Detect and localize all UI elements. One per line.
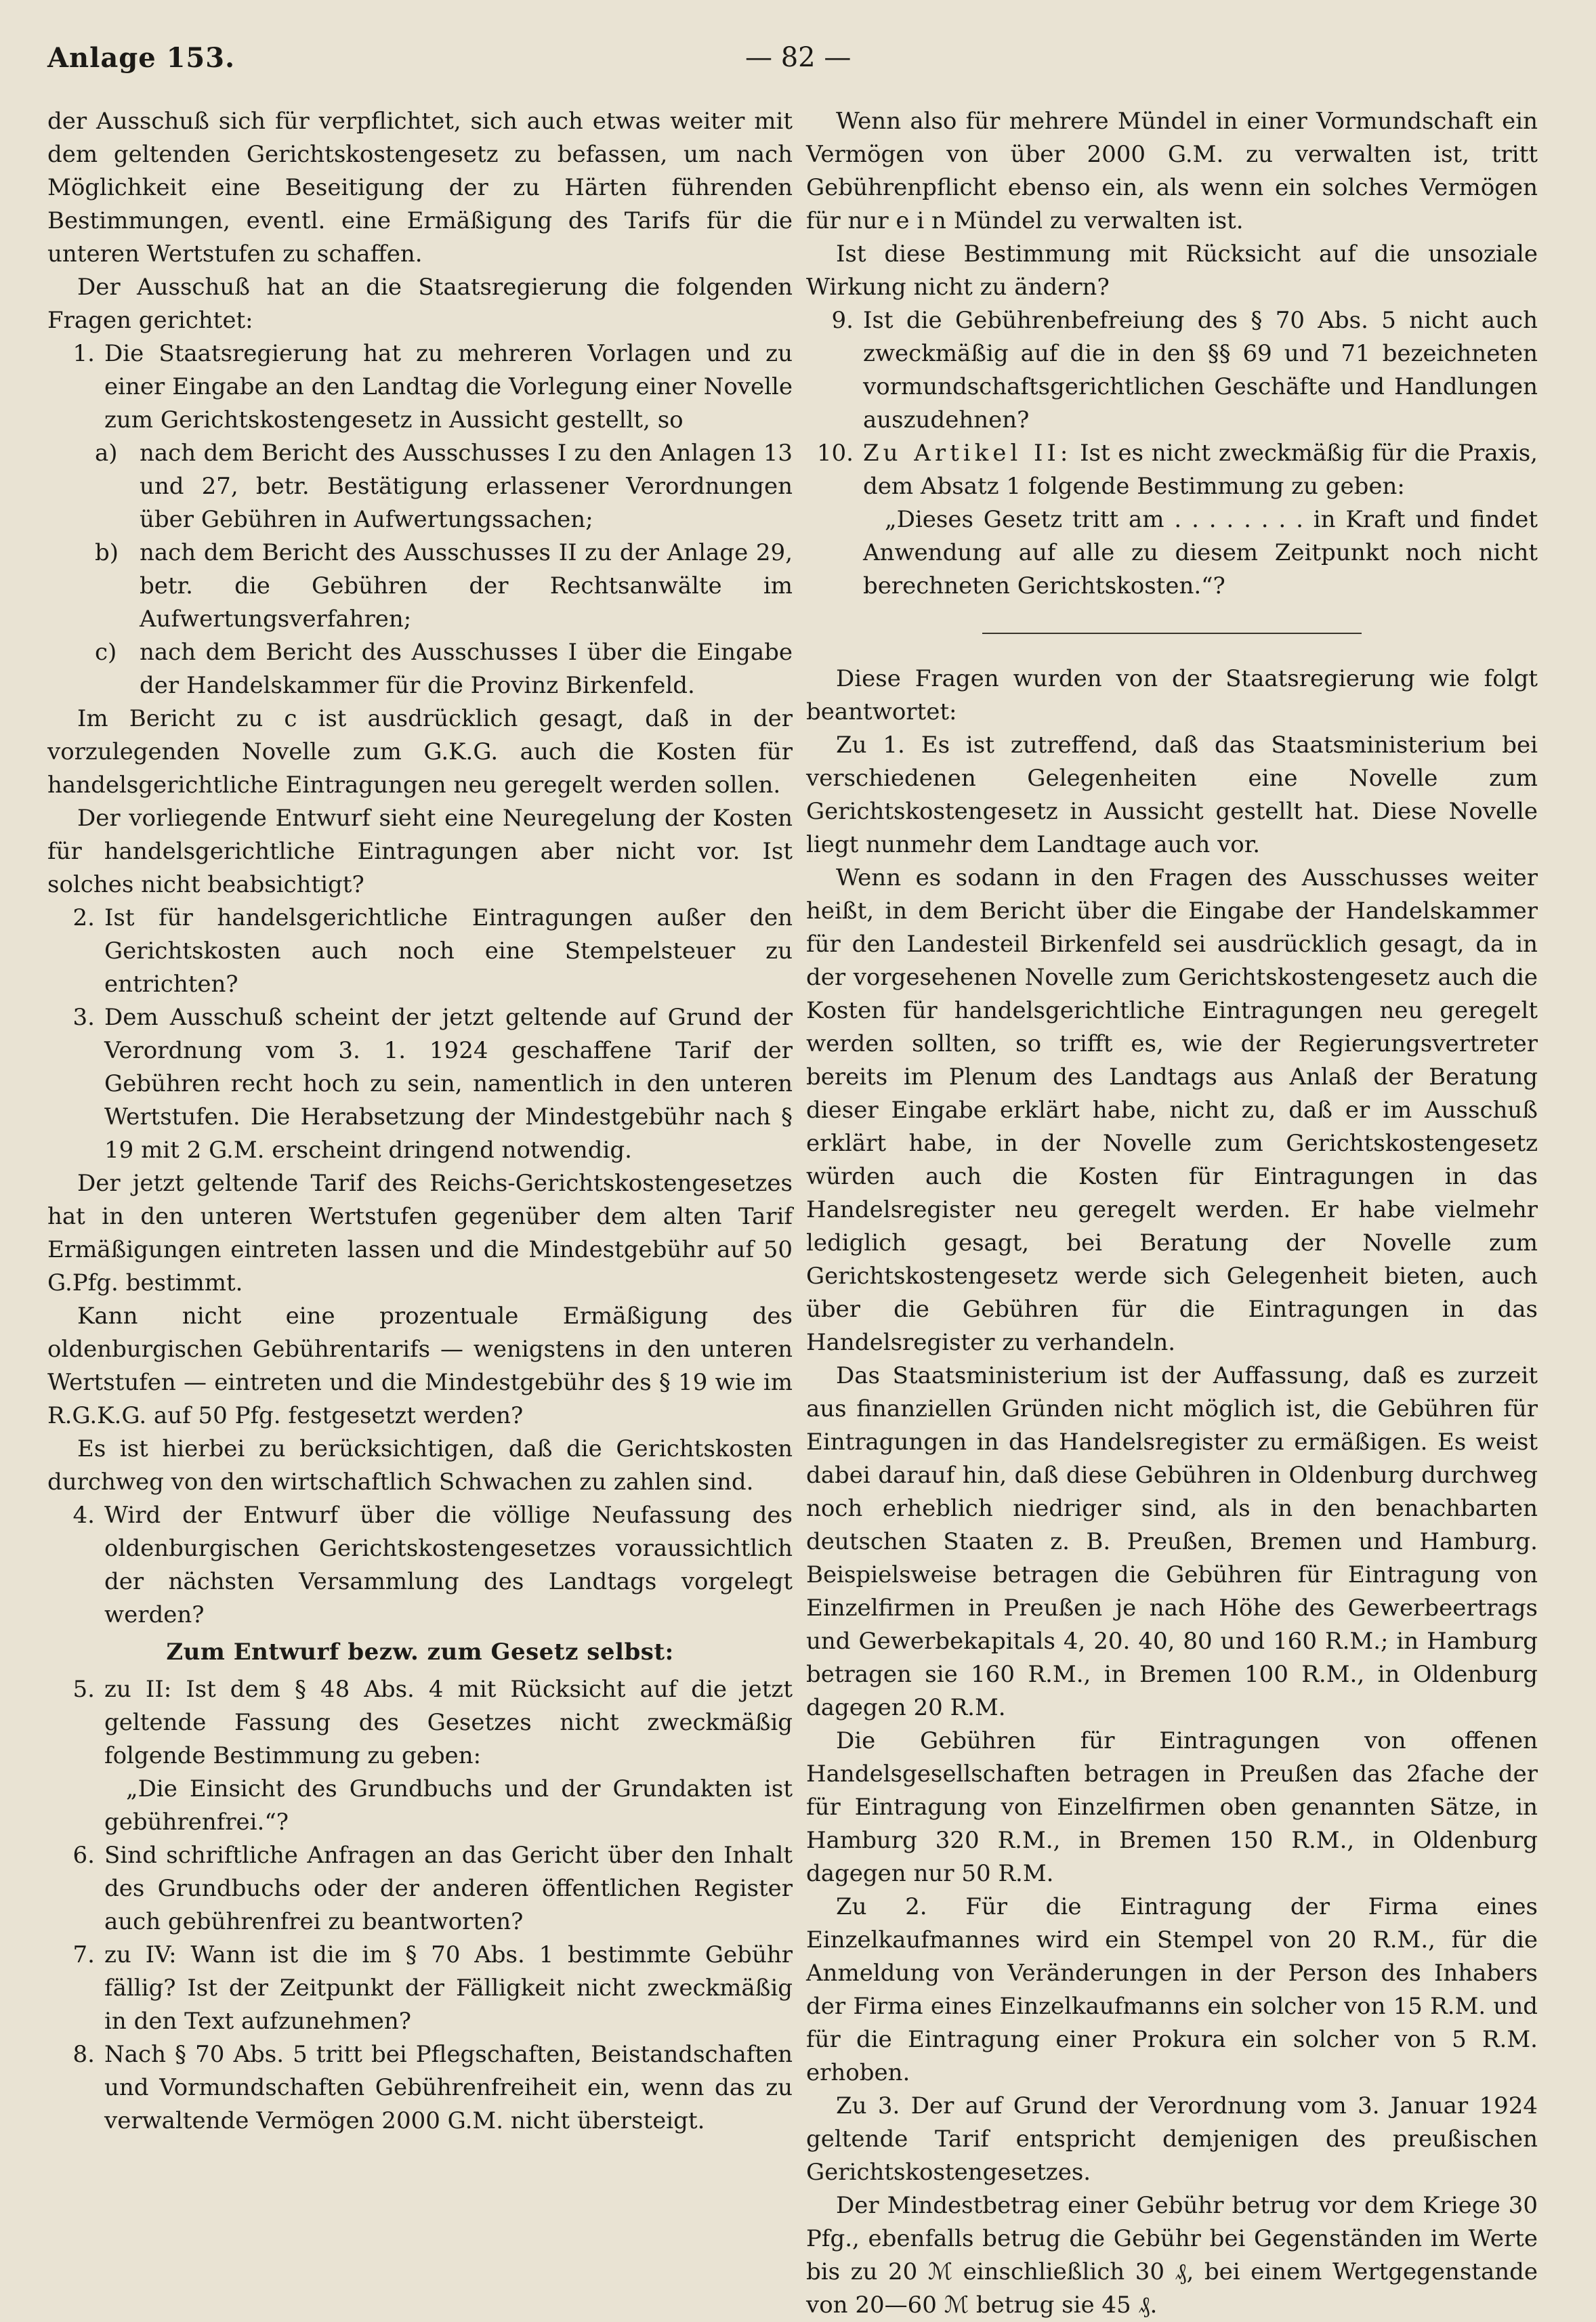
quoted-provision: „Dieses Gesetz tritt am . . . . . . . . in Kraft und findet Anwendung auf alle zu diesem Zeitpunkt noch nicht berechneten Gerichtskosten.“? bbox=[863, 506, 1538, 599]
paragraph: Im Bericht zu c ist ausdrücklich gesagt, daß in der vorzulegenden Novelle zum G.K.G. auch die Kosten für handelsgerichtliche Eintragungen neu geregelt werden sollen. bbox=[47, 705, 793, 799]
sub-item-text: nach dem Bericht des Ausschusses I über die Eingabe der Handelskammer für die Provinz Birkenfeld. bbox=[140, 639, 793, 699]
paragraph: Wenn es sodann in den Fragen des Ausschusses weiter heißt, in dem Bericht über die Eingabe der Handelskammer für den Landesteil Birkenfeld sei ausdrücklich gesagt, da in der vorgesehenen Novelle zum Gerichtskostengesetz auch die Kosten für handelsgerichtliche Eintragungen neu geregelt werden sollten, so trifft es, wie der Regierungsvertreter bereits im Plenum des Landtags aus Anlaß der Beratung dieser Eingabe erklärt habe, nicht zu, daß er im Ausschuß erklärt habe, in der Novelle zum Gerichtskostengesetz würden auch die Kosten für Eintragungen in das Handelsregister neu geregelt werden. Er habe vielmehr lediglich gesagt, bei Beratung der Novelle zum Gerichtskostengesetz werde sich Gelegenheit bieten, auch über die Gebühren für die Eintragungen in das Handelsregister zu verhandeln. bbox=[806, 864, 1538, 1356]
question-body: zu II: Ist dem § 48 Abs. 4 mit Rücksicht auf die jetzt geltende Fassung des Gesetzes nicht zweckmäßig folgende Bestimmung zu geben: bbox=[104, 1676, 793, 1769]
sub-item-label: b) bbox=[95, 539, 119, 566]
question-text: Die Staatsregierung hat zu mehreren Vorlagen und zu einer Eingabe an den Landtag die Vorlegung einer Novelle zum Gerichtskostengesetz in Aussicht gestellt, so bbox=[104, 340, 793, 434]
section-heading: Zum Entwurf bezw. zum Gesetz selbst: bbox=[166, 1639, 674, 1666]
question-number: 10. bbox=[816, 440, 854, 467]
question-7 bbox=[47, 1939, 793, 2038]
question-number: 8. bbox=[72, 2041, 95, 2068]
annex-label: Anlage 153. bbox=[47, 42, 235, 74]
paragraph: Wenn also für mehrere Mündel in einer Vormundschaft ein Vermögen von über 2000 G.M. zu verwalten ist, tritt Gebührenpflicht ebenso ein, als wenn ein solches Vermögen für nur e i n Mündel zu verwalten ist. bbox=[806, 108, 1538, 234]
quoted-provision: „Die Einsicht des Grundbuchs und der Grundakten ist gebührenfrei.“? bbox=[104, 1775, 793, 1836]
paragraph: Diese Fragen wurden von der Staatsregierung wie folgt beantwortet: bbox=[806, 665, 1538, 725]
question-text: Sind schriftliche Anfragen an das Gericht über den Inhalt des Grundbuchs oder der anderen öffentlichen Register auch gebührenfrei zu beantworten? bbox=[104, 1842, 793, 1935]
section-divider bbox=[982, 633, 1362, 634]
answer-2: Zu 2. Für die Eintragung der Firma eines Einzelkaufmannes wird ein Stempel von 20 R.M., für die Anmeldung von Veränderungen in der Person des Inhabers der Firma eines Einzelkaufmanns ein solcher von 15 R.M. und für die Eintragung einer Prokura ein solcher von 5 R.M. erhoben. bbox=[806, 1893, 1538, 2086]
paragraph: Der Ausschuß hat an die Staatsregierung die folgenden Fragen gerichtet: bbox=[47, 274, 793, 334]
question-text: Ist die Gebührenbefreiung des § 70 Abs. 5 nicht auch zweckmäßig auf die in den §§ 69 und 71 bezeichneten vormundschaftsgerichtlichen Geschäfte und Handlungen auszudehnen? bbox=[863, 307, 1538, 434]
paragraph: Es ist hierbei zu berücksichtigen, daß die Gerichtskosten durchweg von den wirtschaftlich Schwachen zu zahlen sind. bbox=[47, 1435, 793, 1496]
answer-3: Zu 3. Der auf Grund der Verordnung vom 3. Januar 1924 geltende Tarif entspricht demjenigen des preußischen Gerichtskostengesetzes. bbox=[806, 2092, 1538, 2186]
question-number: 9. bbox=[831, 307, 854, 334]
question-5 bbox=[47, 1673, 793, 1839]
question-text: zu IV: Wann ist die im § 70 Abs. 1 bestimmte Gebühr fällig? Ist der Zeitpunkt der Fälligkeit nicht zweckmäßig in den Text aufzunehmen? bbox=[104, 1941, 793, 2035]
sub-item-a bbox=[47, 437, 793, 536]
right-column bbox=[806, 105, 1538, 2322]
paragraph: Die Gebühren für Eintragungen von offenen Handelsgesellschaften betragen in Preußen das 2fache der für Eintragung von Einzelfirmen oben genannten Sätze, in Hamburg 320 R.M., in Bremen 150 R.M., in Oldenburg dagegen nur 50 R.M. bbox=[806, 1727, 1538, 1887]
question-9 bbox=[806, 304, 1538, 437]
question-number: 6. bbox=[72, 1842, 95, 1869]
article-reference: Zu Artikel II: bbox=[863, 440, 1072, 467]
sub-item-b bbox=[47, 536, 793, 636]
paragraph: Der jetzt geltende Tarif des Reichs-Gerichtskostengesetzes hat in den unteren Wertstufen gegenüber dem alten Tarif Ermäßigungen eintreten lassen und die Mindestgebühr auf 50 G.Pfg. bestimmt. bbox=[47, 1170, 793, 1296]
question-number: 2. bbox=[72, 904, 95, 931]
answer-1: Zu 1. Es ist zutreffend, daß das Staatsministerium bei verschiedenen Gelegenheiten eine Novelle zum Gerichtskostengesetz in Aussicht gestellt hat. Diese Novelle liegt nunmehr dem Landtage auch vor. bbox=[806, 732, 1538, 858]
sub-item-label: c) bbox=[95, 639, 117, 666]
page-header bbox=[47, 42, 1555, 83]
question-number: 4. bbox=[72, 1502, 95, 1529]
question-text: Ist für handelsgerichtliche Eintragungen außer den Gerichtskosten auch noch eine Stempelsteuer zu entrichten? bbox=[104, 904, 793, 998]
question-2 bbox=[47, 902, 793, 1001]
question-10 bbox=[806, 437, 1538, 603]
paragraph: Das Staatsministerium ist der Auffassung, daß es zurzeit aus finanziellen Gründen nicht möglich ist, die Gebühren für Eintragungen in das Handelsregister zu ermäßigen. Es weist dabei darauf hin, daß diese Gebühren in Oldenburg durchweg noch erheblich niedriger sind, als in den benachbarten deutschen Staaten z. B. Preußen, Bremen und Hamburg. Beispielsweise betragen die Gebühren für Eintragung von Einzelfirmen in Preußen je nach Höhe des Gewerbeertrags und Gewerbekapitals 4, 20. 40, 80 und 160 R.M.; in Hamburg betragen sie 160 R.M., in Bremen 100 R.M., in Oldenburg dagegen 20 R.M. bbox=[806, 1362, 1538, 1721]
paragraph: Der Mindestbetrag einer Gebühr betrug vor dem Kriege 30 Pfg., ebenfalls betrug die Gebühr bei Gegenständen im Werte bis zu 20 ℳ einschließlich 30 ₰, bei einem Wertgegenstande von 20—60 ℳ betrug sie 45 ₰. bbox=[806, 2192, 1538, 2319]
paragraph: Ist diese Bestimmung mit Rücksicht auf die unsoziale Wirkung nicht zu ändern? bbox=[806, 240, 1538, 301]
question-text: Wird der Entwurf über die völlige Neufassung des oldenburgischen Gerichtskostengesetzes voraussichtlich der nächsten Versammlung des Landtags vorgelegt werden? bbox=[104, 1502, 793, 1628]
sub-item-label: a) bbox=[95, 440, 118, 467]
question-number: 3. bbox=[72, 1004, 95, 1031]
question-number: 7. bbox=[72, 1941, 95, 1968]
question-4 bbox=[47, 1499, 793, 1632]
question-1 bbox=[47, 337, 793, 437]
sub-item-text: nach dem Bericht des Ausschusses I zu den Anlagen 13 und 27, betr. Bestätigung erlassener Verordnungen über Gebühren in Aufwertungssachen; bbox=[140, 440, 793, 533]
question-number: 5. bbox=[72, 1676, 95, 1703]
sub-item-text: nach dem Bericht des Ausschusses II zu der Anlage 29, betr. die Gebühren der Rechtsanwälte im Aufwertungsverfahren; bbox=[140, 539, 793, 633]
paragraph: der Ausschuß sich für verpflichtet, sich auch etwas weiter mit dem geltenden Gerichtskostengesetz zu befassen, um nach Möglichkeit eine Beseitigung der zu Härten führenden Bestimmungen, eventl. eine Ermäßigung des Tarifs für die unteren Wertstufen zu schaffen. bbox=[47, 108, 793, 268]
paragraph: Der vorliegende Entwurf sieht eine Neuregelung der Kosten für handelsgerichtliche Eintragungen aber nicht vor. Ist solches nicht beabsichtigt? bbox=[47, 805, 793, 898]
question-number: 1. bbox=[72, 340, 95, 367]
question-text bbox=[104, 1673, 793, 1839]
paragraph: Kann nicht eine prozentuale Ermäßigung des oldenburgischen Gebührentarifs — wenigstens in den unteren Wertstufen — eintreten und die Mindestgebühr des § 19 wie im R.G.K.G. auf 50 Pfg. festgesetzt werden? bbox=[47, 1303, 793, 1429]
question-3 bbox=[47, 1001, 793, 1167]
question-8 bbox=[47, 2038, 793, 2138]
page-number: — 82 — bbox=[745, 42, 852, 73]
question-6 bbox=[47, 1839, 793, 1939]
sub-item-c bbox=[47, 636, 793, 702]
question-text bbox=[863, 437, 1538, 603]
question-text: Nach § 70 Abs. 5 tritt bei Pflegschaften, Beistandschaften und Vormundschaften Gebührenfreiheit ein, wenn das zu verwaltende Vermögen 2000 G.M. nicht übersteigt. bbox=[104, 2041, 793, 2134]
question-body: Ist es nicht zweckmäßig für die Praxis, dem Absatz 1 folgende Bestimmung zu geben: bbox=[863, 440, 1538, 500]
question-text: Dem Ausschuß scheint der jetzt geltende auf Grund der Verordnung vom 3. 1. 1924 geschaffene Tarif der Gebühren recht hoch zu sein, namentlich in den unteren Wertstufen. Die Herabsetzung der Mindestgebühr nach § 19 mit 2 G.M. erscheint dringend notwendig. bbox=[104, 1004, 793, 1164]
left-column bbox=[47, 105, 793, 2138]
